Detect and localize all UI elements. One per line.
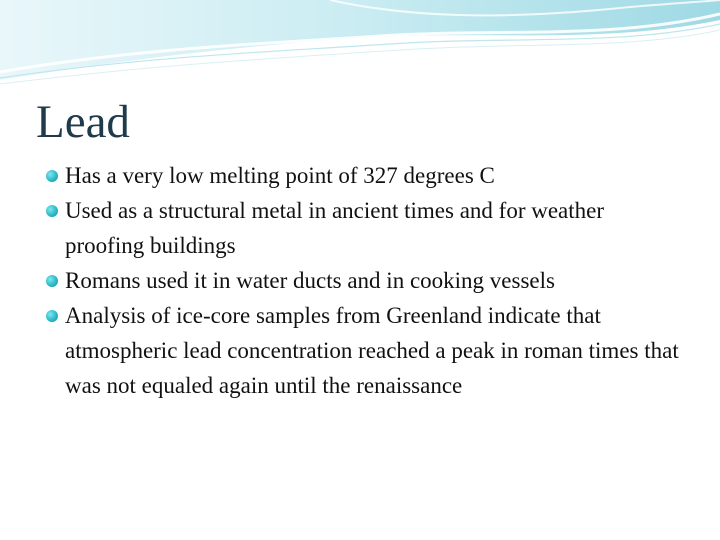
bullet-text: Has a very low melting point of 327 degrees C: [65, 163, 495, 188]
bullet-dot-icon: [46, 310, 58, 322]
bullet-list: [46, 158, 686, 403]
bullet-text: Romans used it in water ducts and in cooking vessels: [65, 268, 555, 293]
bullet-dot-icon: [46, 205, 58, 217]
bullet-text: Analysis of ice-core samples from Greenland indicate that atmospheric lead concentration reached a peak in roman times that was not equaled again until the renaissance: [65, 303, 679, 398]
bullet-item: [46, 298, 686, 403]
bullet-item: [46, 158, 686, 193]
bullet-dot-icon: [46, 170, 58, 182]
bullet-item: [46, 263, 686, 298]
bullet-dot-icon: [46, 275, 58, 287]
header-wave-decoration: [0, 0, 720, 90]
bullet-text: Used as a structural metal in ancient times and for weather proofing buildings: [65, 198, 605, 258]
slide-title: Lead: [36, 96, 130, 148]
bullet-item: [46, 193, 686, 263]
